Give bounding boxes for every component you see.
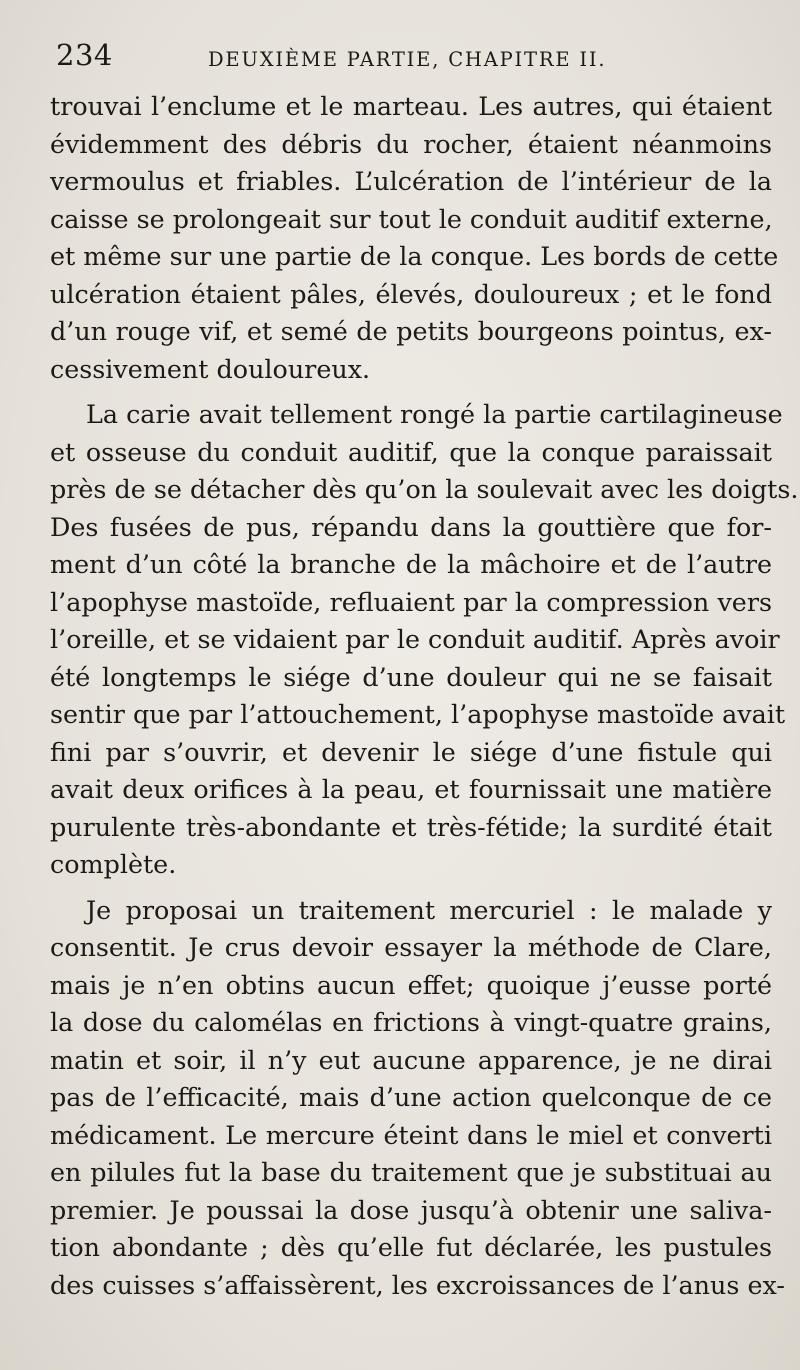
body-text [50,88,799,1304]
text-line: mais je n’en obtins aucun effet; quoique j’eusse porté [50,969,772,1000]
text-line: premier. Je poussai la dose jusqu’à obtenir une saliva- [50,1194,772,1225]
text-line: La carie avait tellement rongé la partie cartilagineuse [86,399,783,429]
text-line: Je proposai un traitement mercuriel : le malade y [86,894,772,925]
text-line: évidemment des débris du rocher, étaient néanmoins [50,128,772,159]
text-line: et osseuse du conduit auditif, que la conque paraissait [50,436,772,467]
text-line: complète. [50,849,177,879]
text-line: tion abondante ; dès qu’elle fut déclarée, les pustules [50,1232,772,1262]
text-line: caisse se prolongeait sur tout le conduit auditif externe, [50,203,773,234]
text-line: des cuisses s’affaissèrent, les excroissances de l’anus ex- [50,1269,785,1300]
text-line: Des fusées de pus, répandu dans la gouttière que for- [50,511,772,542]
running-head: DEUXIÈME PARTIE, CHAPITRE II. [208,48,607,71]
text-line: pas de l’efficacité, mais d’une action quelconque de ce [50,1082,772,1112]
text-line: trouvai l’enclume et le marteau. Les autres, qui étaient [50,91,772,121]
paragraph-1 [50,88,779,388]
page-header [56,38,756,78]
text-line: médicament. Le mercure éteint dans le miel et converti [50,1119,772,1150]
text-line: cessivement douloureux. [50,353,371,384]
text-line: d’un rouge vif, et semé de petits bourgeons pointus, ex- [50,316,772,346]
text-line: matin et soir, il n’y eut aucune apparence, je ne dirai [50,1044,772,1075]
text-line: et même sur une partie de la conque. Les bords de cette [50,241,779,271]
text-line: fini par s’ouvrir, et devenir le siége d’une fistule qui [50,736,772,767]
text-line: l’apophyse mastoïde, refluaient par la compression vers [50,586,772,617]
text-line: sentir que par l’attouchement, l’apophyse mastoïde avait [50,699,786,729]
text-line: ulcération étaient pâles, élevés, douloureux ; et le fond [50,278,772,309]
paragraph-3 [50,892,785,1305]
text-line: purulente très-abondante et très-fétide; la surdité était [50,811,772,842]
page-number: 234 [56,38,113,72]
text-line: consentit. Je crus devoir essayer la méthode de Clare, [50,932,772,962]
text-line: été longtemps le siége d’une douleur qui ne se faisait [50,661,772,692]
text-line: ment d’un côté la branche de la mâchoire et de l’autre [50,549,772,579]
text-line: l’oreille, et se vidaient par le conduit auditif. Après avoir [50,624,780,654]
paragraph-gap [50,884,772,892]
text-line: avait deux orifices à la peau, et fournissait une matière [50,774,772,804]
text-line: la dose du calomélas en frictions à vingt-quatre grains, [50,1007,772,1037]
paragraph-2 [50,396,799,884]
paragraph-gap [50,388,772,396]
text-line: vermoulus et friables. L’ulcération de l’intérieur de la [50,166,772,196]
text-line: près de se détacher dès qu’on la soulevait avec les doigts. [50,474,799,504]
text-line: en pilules fut la base du traitement que je substituai au [50,1157,772,1187]
